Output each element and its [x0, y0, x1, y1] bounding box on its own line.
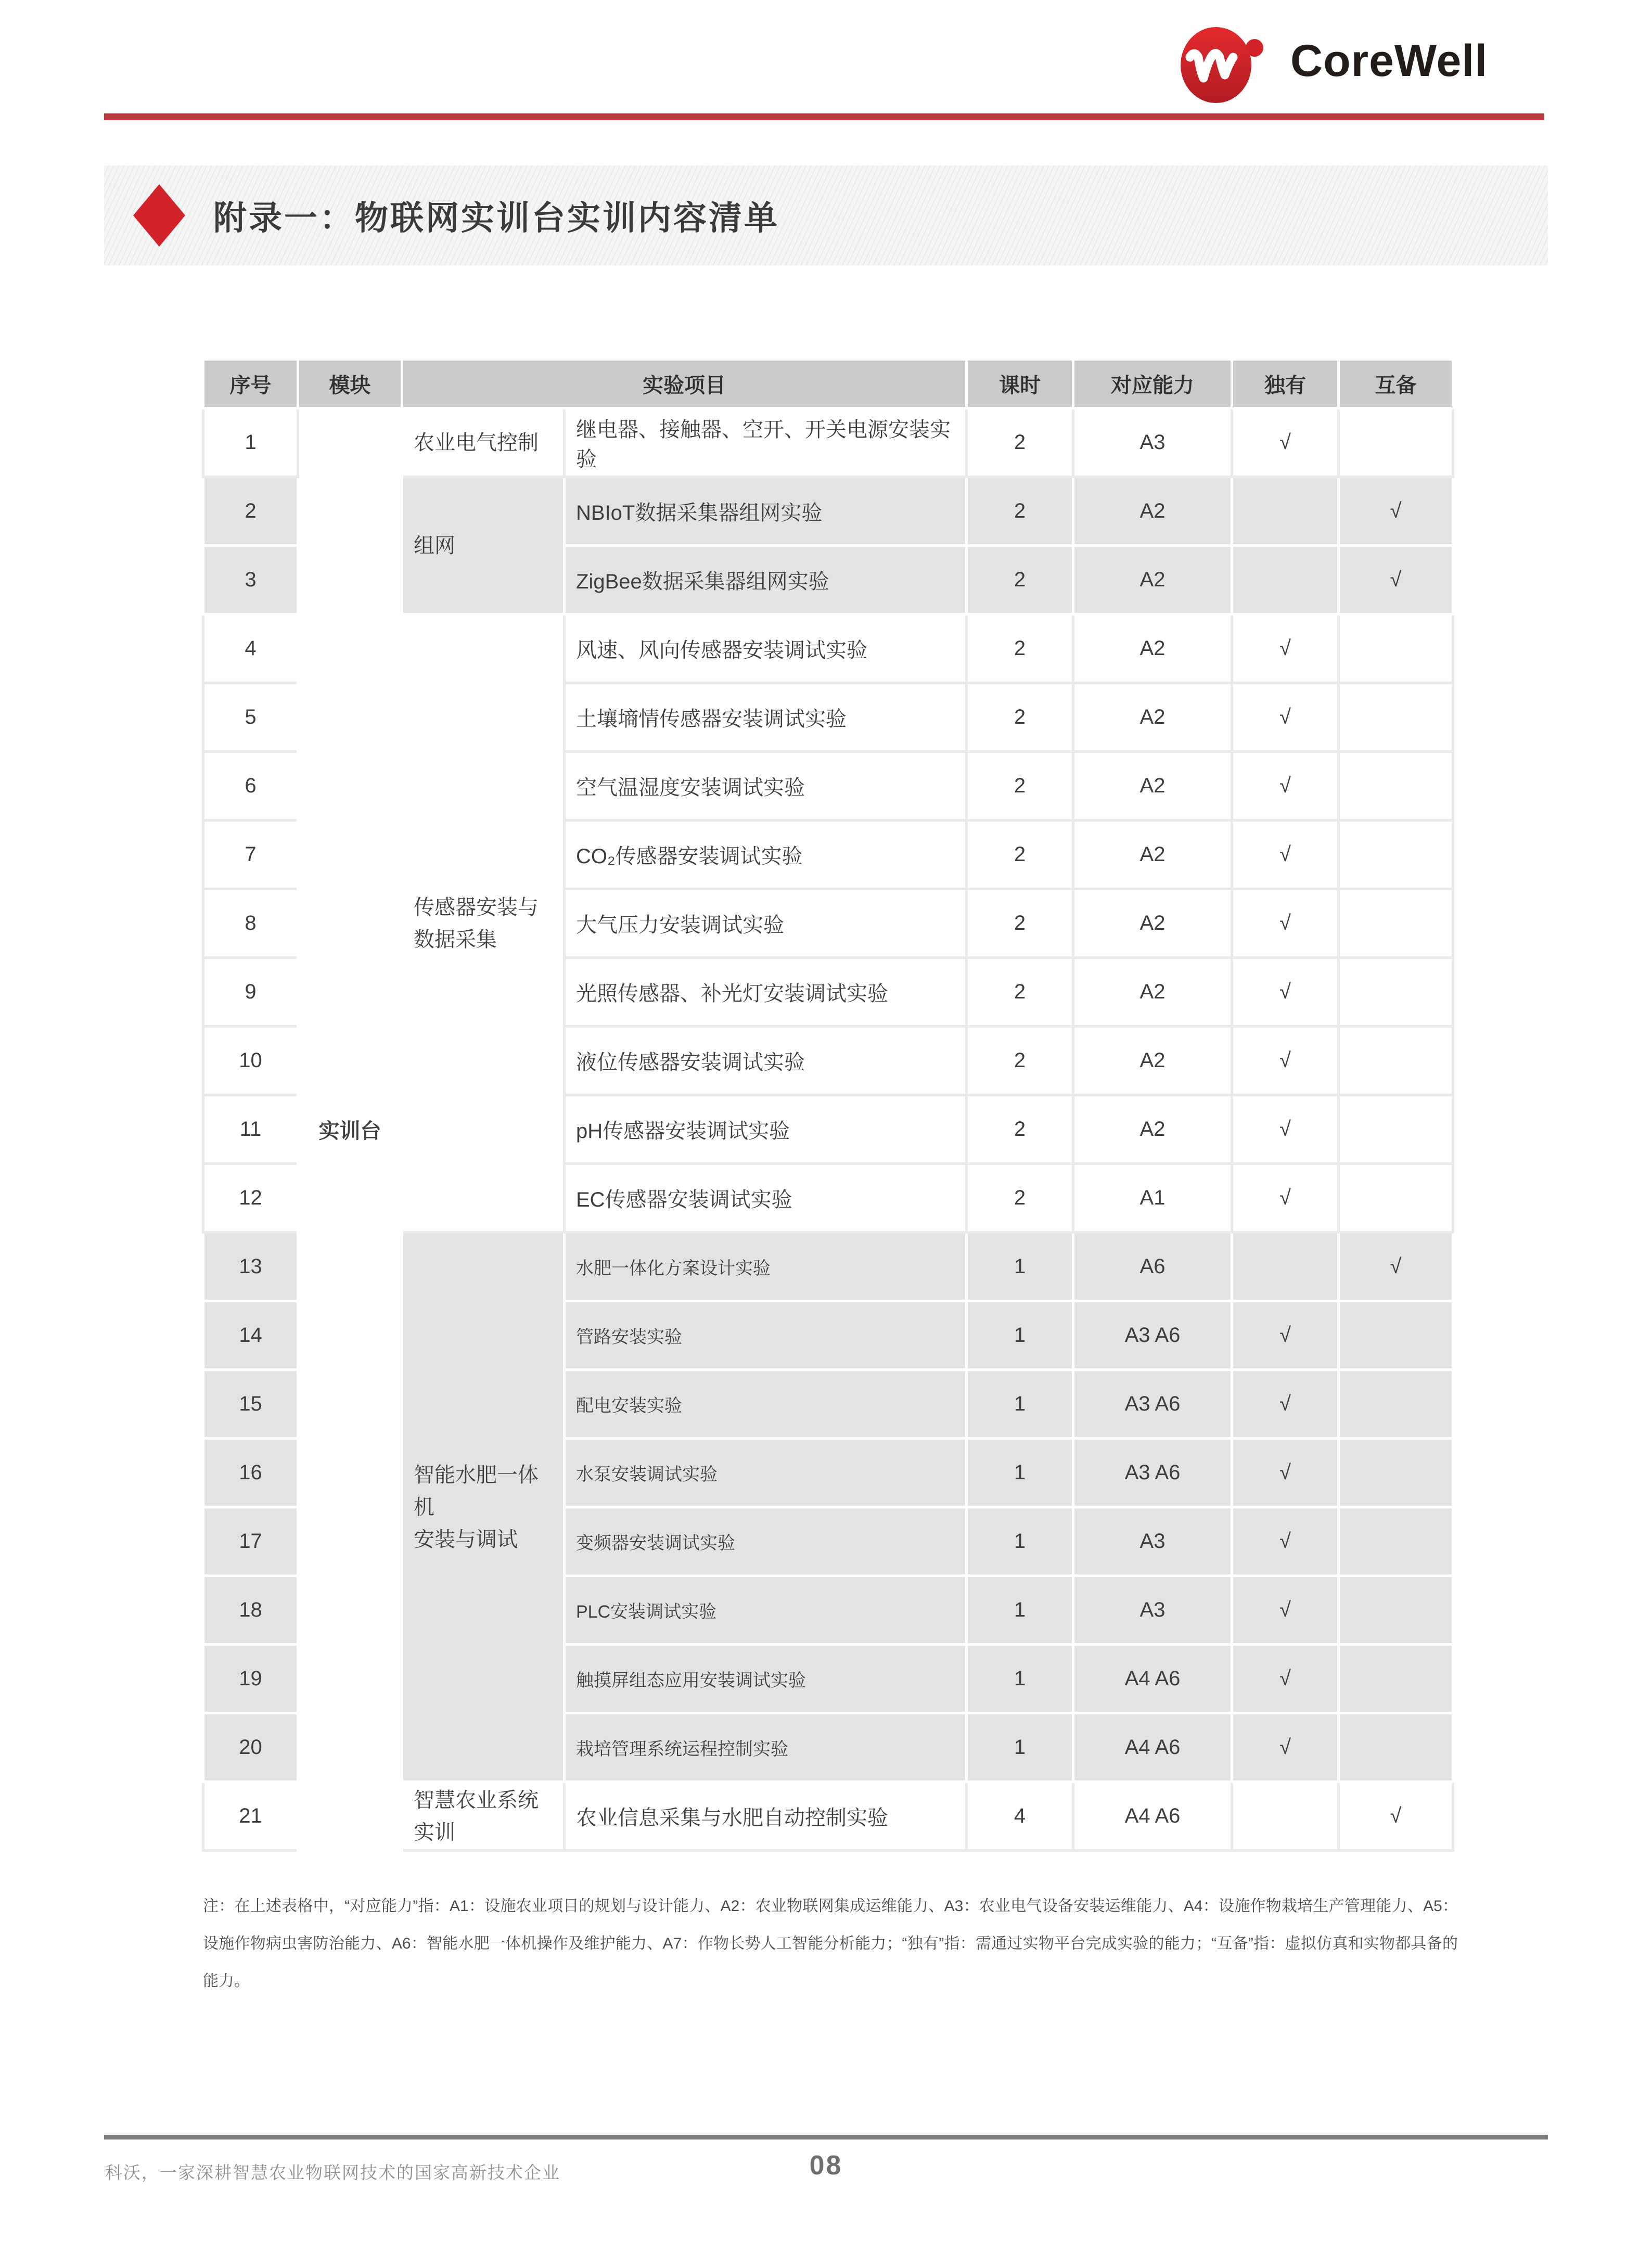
class-hours-cell: 1: [967, 1645, 1073, 1713]
row-number-cell: 14: [203, 1301, 298, 1370]
diamond-icon: [133, 184, 185, 247]
submodule-cell: 传感器安装与 数据采集: [402, 614, 565, 1233]
row-number-cell: 18: [203, 1576, 298, 1645]
column-header-no: 序号: [203, 360, 298, 408]
unique-check-cell: √: [1232, 683, 1339, 752]
experiment-name-cell: 空气温湿度安装调试实验: [565, 752, 967, 821]
unique-check-cell: √: [1232, 614, 1339, 683]
ability-cell: A2: [1073, 889, 1232, 958]
class-hours-cell: 1: [967, 1370, 1073, 1439]
class-hours-cell: 2: [967, 958, 1073, 1027]
column-header-unique: 独有: [1232, 360, 1339, 408]
class-hours-cell: 1: [967, 1507, 1073, 1576]
row-number-cell: 7: [203, 821, 298, 889]
section-title-banner: [104, 165, 1548, 265]
corewell-logo-text: CoreWell: [1290, 36, 1488, 86]
experiment-name-cell: 液位传感器安装调试实验: [565, 1027, 967, 1095]
experiment-name-cell: NBIoT数据采集器组网实验: [565, 477, 967, 546]
mutual-check-cell: [1339, 1164, 1453, 1233]
ability-cell: A4 A6: [1073, 1782, 1232, 1851]
unique-check-cell: √: [1232, 1713, 1339, 1782]
submodule-cell: 智能水肥一体机 安装与调试: [402, 1233, 565, 1782]
class-hours-cell: 1: [967, 1301, 1073, 1370]
unique-check-cell: [1232, 546, 1339, 614]
column-header-module: 模块: [298, 360, 402, 408]
experiment-name-cell: 水肥一体化方案设计实验: [565, 1233, 967, 1301]
experiment-name-cell: EC传感器安装调试实验: [565, 1164, 967, 1233]
experiment-name-cell: CO₂传感器安装调试实验: [565, 821, 967, 889]
class-hours-cell: 1: [967, 1713, 1073, 1782]
mutual-check-cell: [1339, 1645, 1453, 1713]
ability-cell: A3: [1073, 1507, 1232, 1576]
unique-check-cell: √: [1232, 1301, 1339, 1370]
row-number-cell: 9: [203, 958, 298, 1027]
submodule-cell: 组网: [402, 477, 565, 614]
unique-check-cell: √: [1232, 1439, 1339, 1507]
row-number-cell: 16: [203, 1439, 298, 1507]
ability-cell: A2: [1073, 683, 1232, 752]
column-header-hours: 课时: [967, 360, 1073, 408]
experiment-name-cell: 配电安装实验: [565, 1370, 967, 1439]
row-number-cell: 20: [203, 1713, 298, 1782]
row-number-cell: 10: [203, 1027, 298, 1095]
class-hours-cell: 2: [967, 752, 1073, 821]
ability-cell: A1: [1073, 1164, 1232, 1233]
unique-check-cell: √: [1232, 821, 1339, 889]
class-hours-cell: 2: [967, 821, 1073, 889]
table-row: [203, 408, 1453, 477]
mutual-check-cell: [1339, 1507, 1453, 1576]
experiment-name-cell: 大气压力安装调试实验: [565, 889, 967, 958]
experiment-name-cell: 光照传感器、补光灯安装调试实验: [565, 958, 967, 1027]
row-number-cell: 15: [203, 1370, 298, 1439]
experiment-name-cell: 水泵安装调试实验: [565, 1439, 967, 1507]
ability-cell: A2: [1073, 477, 1232, 546]
ability-cell: A2: [1073, 958, 1232, 1027]
mutual-check-cell: [1339, 821, 1453, 889]
unique-check-cell: √: [1232, 752, 1339, 821]
mutual-check-cell: [1339, 683, 1453, 752]
unique-check-cell: √: [1232, 1645, 1339, 1713]
mutual-check-cell: √: [1339, 1233, 1453, 1301]
mutual-check-cell: [1339, 1370, 1453, 1439]
table-header-row: [203, 360, 1453, 408]
class-hours-cell: 2: [967, 546, 1073, 614]
unique-check-cell: √: [1232, 1576, 1339, 1645]
ability-cell: A3 A6: [1073, 1439, 1232, 1507]
experiment-name-cell: 风速、风向传感器安装调试实验: [565, 614, 967, 683]
mutual-check-cell: [1339, 1439, 1453, 1507]
column-header-project: 实验项目: [402, 360, 967, 408]
experiment-name-cell: 管路安装实验: [565, 1301, 967, 1370]
class-hours-cell: 2: [967, 408, 1073, 477]
unique-check-cell: √: [1232, 1507, 1339, 1576]
ability-cell: A3: [1073, 1576, 1232, 1645]
page-title: 附录一：物联网实训台实训内容清单: [213, 199, 779, 237]
submodule-cell: 农业电气控制: [402, 408, 565, 477]
row-number-cell: 8: [203, 889, 298, 958]
mutual-check-cell: [1339, 1301, 1453, 1370]
experiment-name-cell: 土壤墒情传感器安装调试实验: [565, 683, 967, 752]
ability-cell: A3: [1073, 408, 1232, 477]
header-red-rule: [104, 113, 1544, 120]
ability-cell: A2: [1073, 1095, 1232, 1164]
class-hours-cell: 4: [967, 1782, 1073, 1851]
mutual-check-cell: [1339, 408, 1453, 477]
experiment-name-cell: 继电器、接触器、空开、开关电源安装实验: [565, 408, 967, 477]
mutual-check-cell: [1339, 614, 1453, 683]
class-hours-cell: 2: [967, 614, 1073, 683]
mutual-check-cell: [1339, 889, 1453, 958]
column-header-ability: 对应能力: [1073, 360, 1232, 408]
row-number-cell: 11: [203, 1095, 298, 1164]
class-hours-cell: 1: [967, 1576, 1073, 1645]
unique-check-cell: [1232, 1782, 1339, 1851]
mutual-check-cell: [1339, 1027, 1453, 1095]
mutual-check-cell: [1339, 1576, 1453, 1645]
mutual-check-cell: √: [1339, 477, 1453, 546]
experiment-name-cell: pH传感器安装调试实验: [565, 1095, 967, 1164]
ability-cell: A2: [1073, 614, 1232, 683]
class-hours-cell: 2: [967, 889, 1073, 958]
mutual-check-cell: [1339, 958, 1453, 1027]
experiment-name-cell: 触摸屏组态应用安装调试实验: [565, 1645, 967, 1713]
row-number-cell: 3: [203, 546, 298, 614]
ability-cell: A3 A6: [1073, 1370, 1232, 1439]
row-number-cell: 13: [203, 1233, 298, 1301]
experiment-name-cell: 农业信息采集与水肥自动控制实验: [565, 1782, 967, 1851]
unique-check-cell: √: [1232, 1027, 1339, 1095]
row-number-cell: 1: [203, 408, 298, 477]
mutual-check-cell: [1339, 1095, 1453, 1164]
unique-check-cell: √: [1232, 1164, 1339, 1233]
unique-check-cell: √: [1232, 1095, 1339, 1164]
ability-cell: A2: [1073, 1027, 1232, 1095]
mutual-check-cell: √: [1339, 1782, 1453, 1851]
ability-cell: A4 A6: [1073, 1713, 1232, 1782]
experiment-name-cell: 变频器安装调试实验: [565, 1507, 967, 1576]
corewell-logo: [1179, 21, 1553, 109]
row-number-cell: 2: [203, 477, 298, 546]
class-hours-cell: 2: [967, 1027, 1073, 1095]
experiment-name-cell: PLC安装调试实验: [565, 1576, 967, 1645]
mutual-check-cell: [1339, 1713, 1453, 1782]
unique-check-cell: [1232, 1233, 1339, 1301]
page-number: 08: [809, 2150, 843, 2181]
row-number-cell: 5: [203, 683, 298, 752]
row-number-cell: 6: [203, 752, 298, 821]
table-body: [203, 408, 1453, 1851]
submodule-cell: 智慧农业系统实训: [402, 1782, 565, 1851]
experiment-name-cell: 栽培管理系统运程控制实验: [565, 1713, 967, 1782]
mutual-check-cell: [1339, 752, 1453, 821]
class-hours-cell: 2: [967, 683, 1073, 752]
note-text: 注：在上述表格中，“对应能力”指：A1：设施农业项目的规划与设计能力、A2：农业物联网集成运维能力、A3：农业电气设备安装运维能力、A4：设施作物栽培生产管理能力、A5：设施作物病虫害防治能力、A6：智能水肥一体机操作及维护能力、A7：作物长势人工智能分析能力；“独有”指：需通过实物平台完成实验的能力；“互备”指：虚拟仿真和实物都具备的能力。: [203, 1898, 1458, 1990]
corewell-logo-icon: [1179, 26, 1267, 104]
row-number-cell: 17: [203, 1507, 298, 1576]
unique-check-cell: [1232, 477, 1339, 546]
module-cell: 实训台: [298, 408, 402, 1851]
ability-cell: A2: [1073, 821, 1232, 889]
column-header-mutual: 互备: [1339, 360, 1453, 408]
table-header: [203, 360, 1453, 408]
mutual-check-cell: √: [1339, 546, 1453, 614]
ability-cell: A2: [1073, 546, 1232, 614]
unique-check-cell: √: [1232, 1370, 1339, 1439]
ability-cell: A4 A6: [1073, 1645, 1232, 1713]
footer-rule: [104, 2135, 1548, 2139]
ability-cell: A2: [1073, 752, 1232, 821]
row-number-cell: 21: [203, 1782, 298, 1851]
ability-cell: A6: [1073, 1233, 1232, 1301]
class-hours-cell: 1: [967, 1439, 1073, 1507]
class-hours-cell: 2: [967, 477, 1073, 546]
row-number-cell: 4: [203, 614, 298, 683]
class-hours-cell: 2: [967, 1164, 1073, 1233]
unique-check-cell: √: [1232, 889, 1339, 958]
ability-cell: A3 A6: [1073, 1301, 1232, 1370]
class-hours-cell: 1: [967, 1233, 1073, 1301]
unique-check-cell: √: [1232, 408, 1339, 477]
footer-company-text: 科沃，一家深耕智慧农业物联网技术的国家高新技术企业: [105, 2163, 560, 2182]
experiment-name-cell: ZigBee数据采集器组网实验: [565, 546, 967, 614]
class-hours-cell: 2: [967, 1095, 1073, 1164]
unique-check-cell: √: [1232, 958, 1339, 1027]
row-number-cell: 19: [203, 1645, 298, 1713]
training-content-table: [202, 358, 1454, 1852]
row-number-cell: 12: [203, 1164, 298, 1233]
